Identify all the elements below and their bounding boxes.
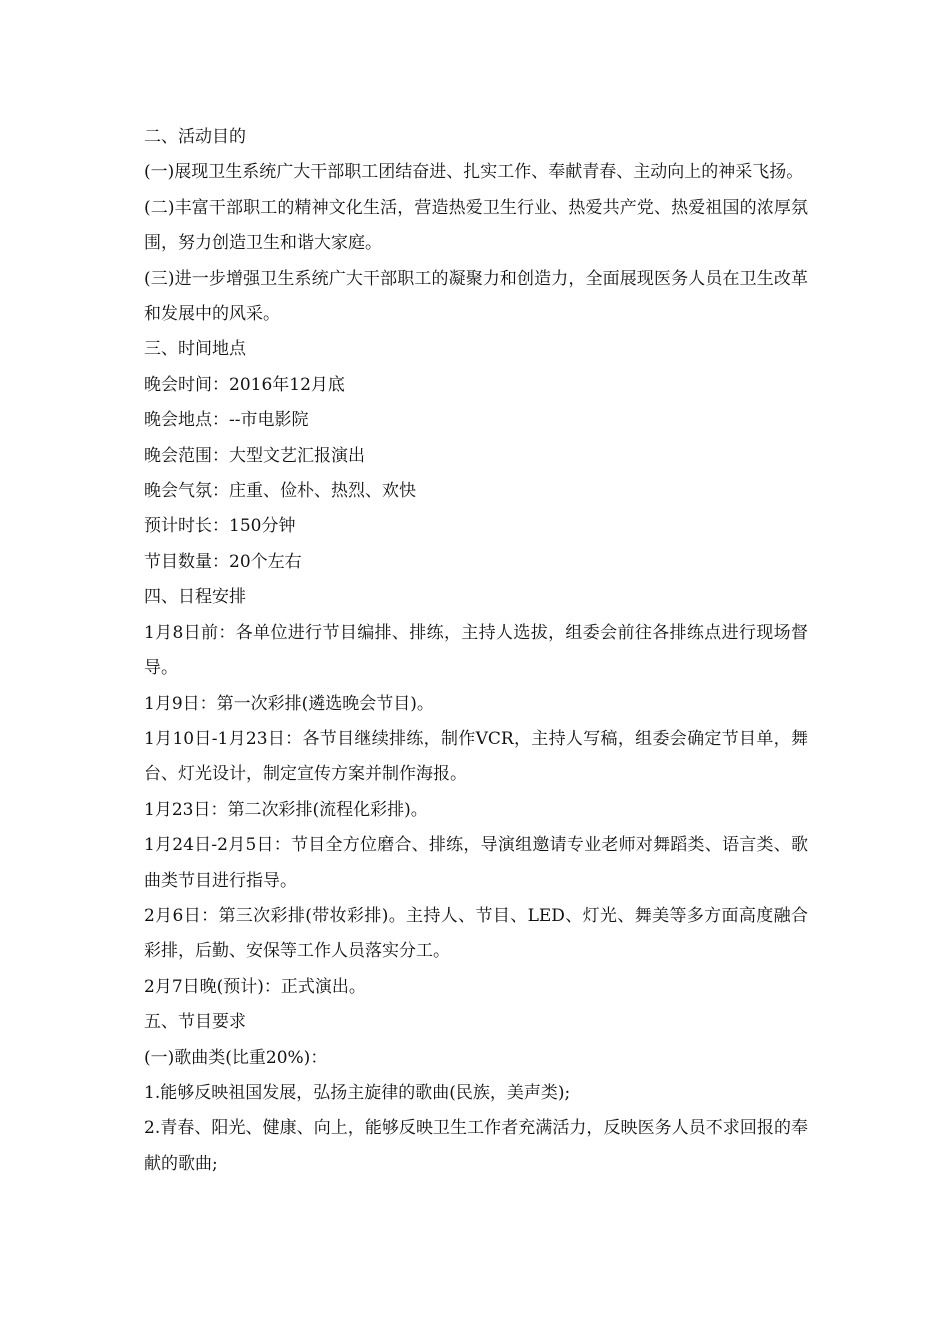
event-duration: 预计时长：150分钟: [144, 516, 296, 537]
schedule-item: 2月6日：第三次彩排(带妆彩排)。主持人、节目、LED、灯光、舞美等多方面高度融合彩排，后勤、安保等工作人员落实分工。: [144, 905, 808, 962]
objective-paragraph-1: (一)展现卫生系统广大干部职工团结奋进、扎实工作、奉献青春、主动向上的神采飞扬。: [144, 162, 804, 183]
objective-paragraph-3: (三)进一步增强卫生系统广大干部职工的凝聚力和创造力，全面展现医务人员在卫生改革和发展中的风采。: [144, 268, 808, 325]
schedule-item: 1月23日：第二次彩排(流程化彩排)。: [144, 799, 428, 820]
section-heading-requirements: 五、节目要求: [144, 1012, 246, 1033]
section-heading-schedule: 四、日程安排: [144, 587, 246, 608]
event-time: 晚会时间：2016年12月底: [144, 374, 345, 395]
schedule-item: 2月7日晚(预计)：正式演出。: [144, 976, 366, 997]
objective-paragraph-2: (二)丰富干部职工的精神文化生活，营造热爱卫生行业、热爱共产党、热爱祖国的浓厚氛围，努力创造卫生和谐大家庭。: [144, 197, 808, 254]
schedule-item: 1月9日：第一次彩排(遴选晚会节目)。: [144, 693, 434, 714]
event-location: 晚会地点：--市电影院: [144, 410, 309, 431]
program-count: 节目数量：20个左右: [144, 551, 302, 572]
requirement-category-songs: (一)歌曲类(比重20%)：: [144, 1047, 328, 1068]
schedule-item: 1月24日-2月5日：节目全方位磨合、排练，导演组邀请专业老师对舞蹈类、语言类、歌曲类节目进行指导。: [144, 835, 808, 891]
document-body: [144, 120, 808, 1182]
schedule-item: 1月8日前：各单位进行节目编排、排练，主持人选拔，组委会前往各排练点进行现场督导。: [144, 622, 808, 679]
section-heading-objectives: 二、活动目的: [144, 127, 246, 147]
event-atmosphere: 晚会气氛：庄重、俭朴、热烈、欢快: [144, 481, 416, 502]
requirement-item: 1.能够反映祖国发展，弘扬主旋律的歌曲(民族，美声类);: [144, 1082, 571, 1103]
requirement-item: 2.青春、阳光、健康、向上，能够反映卫生工作者充满活力，反映医务人员不求回报的奉献的歌曲;: [144, 1118, 808, 1174]
section-heading-time-place: 三、时间地点: [144, 339, 246, 360]
schedule-item: 1月10日-1月23日：各节目继续排练，制作VCR，主持人写稿，组委会确定节目单，舞台、灯光设计，制定宣传方案并制作海报。: [144, 728, 808, 785]
event-scope: 晚会范围：大型文艺汇报演出: [144, 445, 365, 466]
